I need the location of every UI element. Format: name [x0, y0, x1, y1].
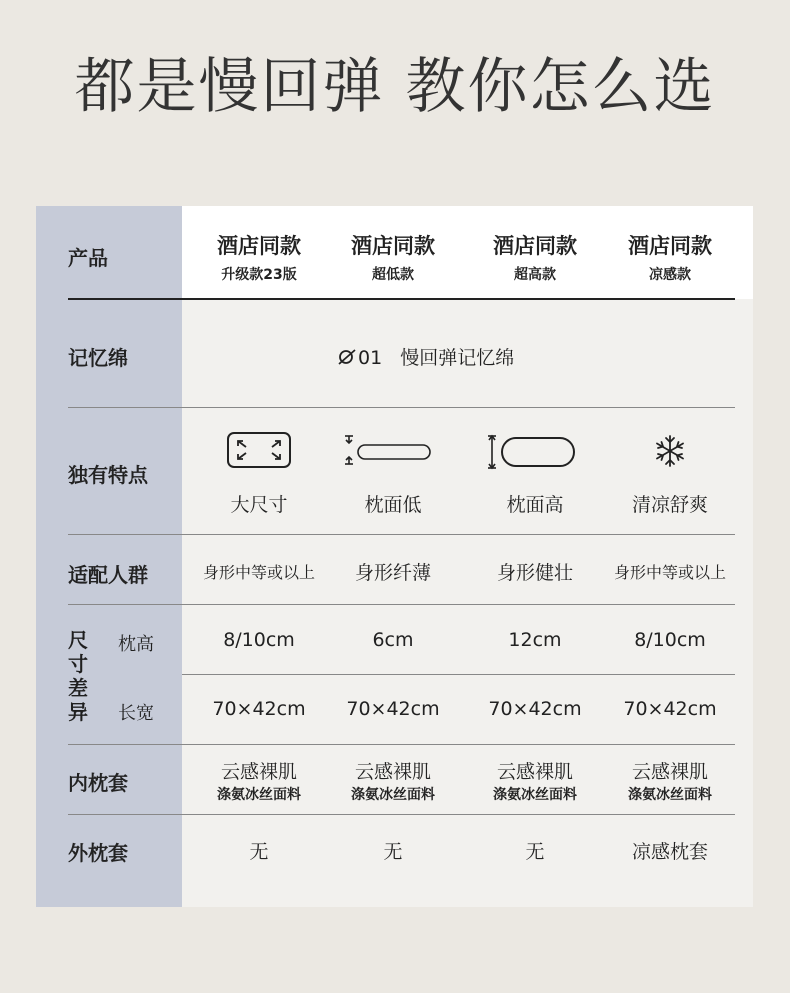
label-column — [36, 206, 182, 907]
feature-text: 大尺寸 — [230, 494, 288, 516]
height-value: 12cm — [508, 629, 562, 651]
inner-case-main: 云感裸肌 — [496, 761, 573, 783]
memory-foam-code: 01 — [358, 347, 383, 369]
product-column-1 — [189, 230, 329, 284]
suitable-value: 身形中等或以上 — [202, 563, 315, 582]
product-sub: 超高款 — [514, 267, 556, 283]
suitable-value: 身形纤薄 — [354, 562, 431, 584]
product-name: 酒店同款 — [493, 234, 577, 258]
inner-case-main: 云感裸肌 — [631, 761, 708, 783]
outer-case-value: 无 — [249, 841, 269, 863]
dimension-value: 70×42cm — [212, 698, 306, 720]
suitable-label: 适配人群 — [68, 563, 148, 587]
inner-case-sub: 涤氨冰丝面料 — [493, 787, 577, 803]
feature-text: 枕面低 — [364, 494, 422, 516]
feature-text: 清凉舒爽 — [631, 494, 708, 516]
height-value: 8/10cm — [223, 629, 295, 651]
outer-case-value: 无 — [525, 841, 545, 863]
height-value: 6cm — [372, 629, 414, 651]
dimension-value: 70×42cm — [623, 698, 717, 720]
header-divider — [68, 298, 735, 300]
product-sub: 升级款23版 — [221, 267, 297, 283]
inner-case-value — [323, 757, 463, 804]
row-divider — [68, 407, 735, 408]
dimension-value: 70×42cm — [346, 698, 440, 720]
row-divider — [68, 604, 735, 605]
row-divider — [182, 674, 735, 675]
low-pillow-icon — [341, 434, 441, 466]
high-pillow-icon — [484, 434, 584, 470]
height-value: 8/10cm — [634, 629, 706, 651]
page-title: 都是慢回弹 教你怎么选 — [74, 52, 716, 122]
feature-text: 枕面高 — [506, 494, 564, 516]
inner-case-sub: 涤氨冰丝面料 — [351, 787, 435, 803]
memory-foam-value — [336, 343, 514, 370]
memory-foam-text: 慢回弹记忆绵 — [400, 347, 515, 369]
inner-case-label: 内枕套 — [68, 771, 128, 795]
product-column-4 — [600, 230, 740, 284]
product-name: 酒店同款 — [217, 234, 301, 258]
inner-case-sub: 涤氨冰丝面料 — [217, 787, 301, 803]
product-sub: 超低款 — [372, 267, 414, 283]
outer-case-value: 凉感枕套 — [631, 841, 708, 863]
memory-foam-label: 记忆绵 — [68, 346, 128, 370]
inner-case-value — [600, 757, 740, 804]
snowflake-icon — [653, 434, 687, 468]
product-name: 酒店同款 — [351, 234, 435, 258]
height-label: 枕高 — [118, 634, 154, 655]
product-column-3 — [465, 230, 605, 284]
row-divider — [68, 744, 735, 745]
row-divider — [68, 814, 735, 815]
product-sub: 凉感款 — [649, 267, 691, 283]
inner-case-sub: 涤氨冰丝面料 — [628, 787, 712, 803]
row-divider — [68, 534, 735, 535]
product-name: 酒店同款 — [628, 234, 712, 258]
expand-arrows-icon — [227, 432, 291, 468]
outer-case-label: 外枕套 — [68, 841, 128, 865]
comparison-table — [36, 206, 753, 907]
inner-case-value — [465, 757, 605, 804]
dimension-label: 长宽 — [118, 703, 154, 724]
product-label: 产品 — [68, 246, 108, 270]
inner-case-value — [189, 757, 329, 804]
suitable-value: 身形中等或以上 — [613, 563, 726, 582]
outer-case-value: 无 — [383, 841, 403, 863]
dimension-value: 70×42cm — [488, 698, 582, 720]
features-label: 独有特点 — [68, 463, 148, 487]
suitable-value: 身形健壮 — [496, 562, 573, 584]
size-label: 尺寸差异 — [68, 628, 88, 724]
product-column-2 — [323, 230, 463, 284]
inner-case-main: 云感裸肌 — [220, 761, 297, 783]
inner-case-main: 云感裸肌 — [354, 761, 431, 783]
diameter-symbol-icon — [336, 347, 358, 363]
